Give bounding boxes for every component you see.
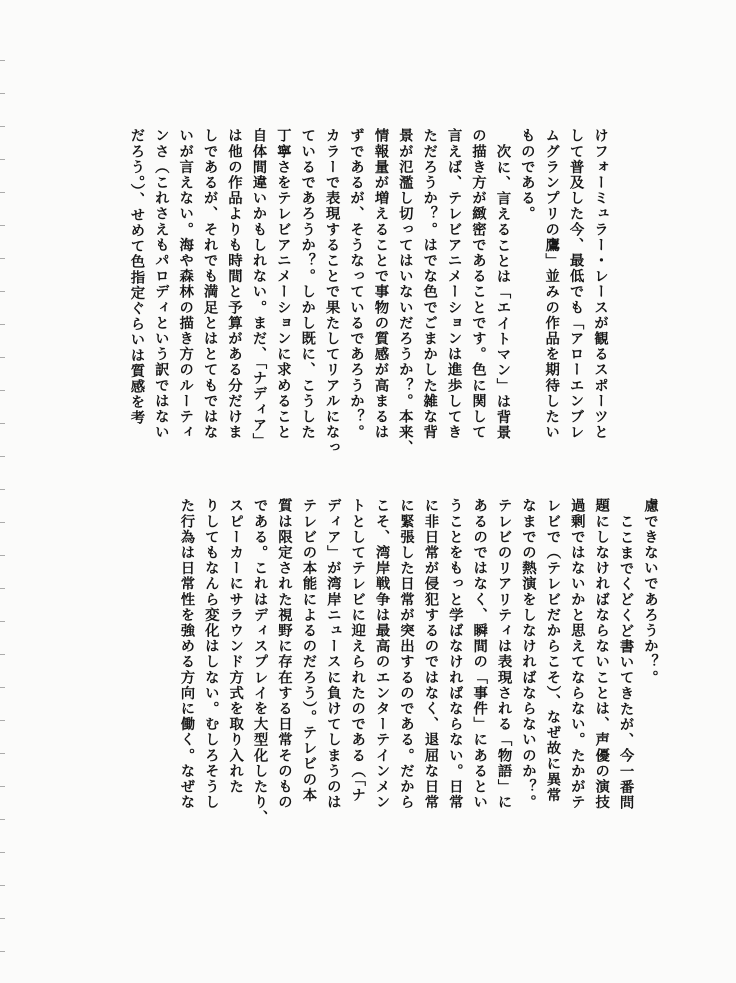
binding-edge-marks [0,0,8,983]
text-line: テレビの本能によるのだろう）。テレビの本 [300,498,317,803]
text-line: けフォーミュラー・レースが観るスポーツと [592,128,608,440]
text-line: りしてもなんら変化はしない。むしろそうし [202,498,219,810]
text-line: である。これはディスプレイを大型化したり、 [251,498,268,826]
edge-tick [0,324,5,325]
text-line: いが言えない。海や森林の描き方のルーティ [177,128,194,440]
edge-tick [0,423,5,424]
text-line: ただろうか？。はでな色でごまかした雑な背 [421,128,438,440]
edge-tick [0,93,5,94]
text-line: なまでの熱演をしなければならないのか？。 [520,498,536,810]
text-line: 次に、言えることは「エイトマン」は背景 [494,144,511,441]
edge-tick [0,555,5,556]
text-line: ディア」が湾岸ニュースに負けてしまうのは [324,498,341,810]
edge-tick [0,357,5,358]
edge-tick [0,456,5,457]
text-line: 景が氾濫し切ってはいないだろうか？。本来、 [396,128,413,456]
edge-tick [0,687,5,688]
text-line: ここまでくどくど書いてきたが、今一番問 [617,514,634,811]
text-line: しであるが、それでも満足とはとてもではな [201,128,218,440]
text-line: うことをもっと学ばなければならない。日常 [446,498,463,810]
text-line: 題にしなければならないことは、声優の演技 [593,498,610,810]
lower-text-block [95,498,665,878]
text-line: して普及した今、最低でも「アローエンブレ [567,128,584,440]
edge-tick [0,225,5,226]
text-line: ものである。 [518,128,535,222]
edge-tick [0,522,5,523]
text-line: 質は限定された視野に存在する日常そのもの [276,498,292,810]
text-line: ンさ（これさえもパロディという訳ではない [152,128,169,440]
edge-tick [0,390,5,391]
text-line: 情報量が増えることで事物の質感が高まるは [372,128,389,440]
edge-tick [0,786,5,787]
edge-tick [0,621,5,622]
text-line: スピーカーにサラウンド方式を取り入れた [227,498,244,795]
edge-tick [0,720,5,721]
text-line: こそ、湾岸戦争は最高のエンターテインメン [373,498,390,810]
text-line: カラーで表現することで果たしてリアルになっ [323,128,340,456]
edge-tick [0,291,5,292]
text-line: に緊張した日常が突出するのである。だから [398,498,414,810]
text-line: 慮できないであろうか？。 [642,498,658,686]
text-line: 丁寧さをテレビアニメーションに求めること [274,128,291,440]
text-line: た行為は日常性を強める方向に働く。なぜな [178,498,195,810]
edge-tick [0,489,5,490]
text-line: ずであるが、そうなっているであろうか？。 [348,128,364,440]
text-line: の描き方が緻密であることです。色に関して [470,128,486,440]
edge-tick [0,951,5,952]
text-line: ムグランプリの鷹」並みの作品を期待したい [543,128,560,440]
text-line: 自体間違いかもしれない。まだ、「ナディア」 [250,128,267,449]
edge-tick [0,918,5,919]
text-line: レビで（テレビだからこそ）、なぜ故に異常 [544,498,561,803]
text-line: テレビのリアリティは表現される「物語」に [495,498,512,810]
text-line: トとしてテレビに迎えられたのである（「ナ [349,498,366,803]
edge-tick [0,60,5,61]
edge-tick [0,819,5,820]
text-line: 過剰ではないかと思えてならない。たかがテ [568,498,585,810]
text-line: あるのではなく、瞬間の「事件」にあるとい [471,498,488,810]
edge-tick [0,588,5,589]
edge-tick [0,192,5,193]
edge-tick [0,753,5,754]
upper-text-block [120,128,620,458]
edge-tick [0,885,5,886]
text-line: 言えば、テレビアニメーションは進歩してき [445,128,462,440]
text-line: ているであろうか？。しかし既に、こうした [299,128,316,440]
edge-tick [0,852,5,853]
edge-tick [0,126,5,127]
text-line: に非日常が侵犯するのではなく、退屈な日常 [422,498,439,810]
edge-tick [0,258,5,259]
edge-tick [0,159,5,160]
text-line: は他の作品よりも時間と予算がある分だけま [226,128,242,440]
text-line: だろう。）、せめて色指定ぐらいは質感を考 [128,128,145,426]
edge-tick [0,654,5,655]
